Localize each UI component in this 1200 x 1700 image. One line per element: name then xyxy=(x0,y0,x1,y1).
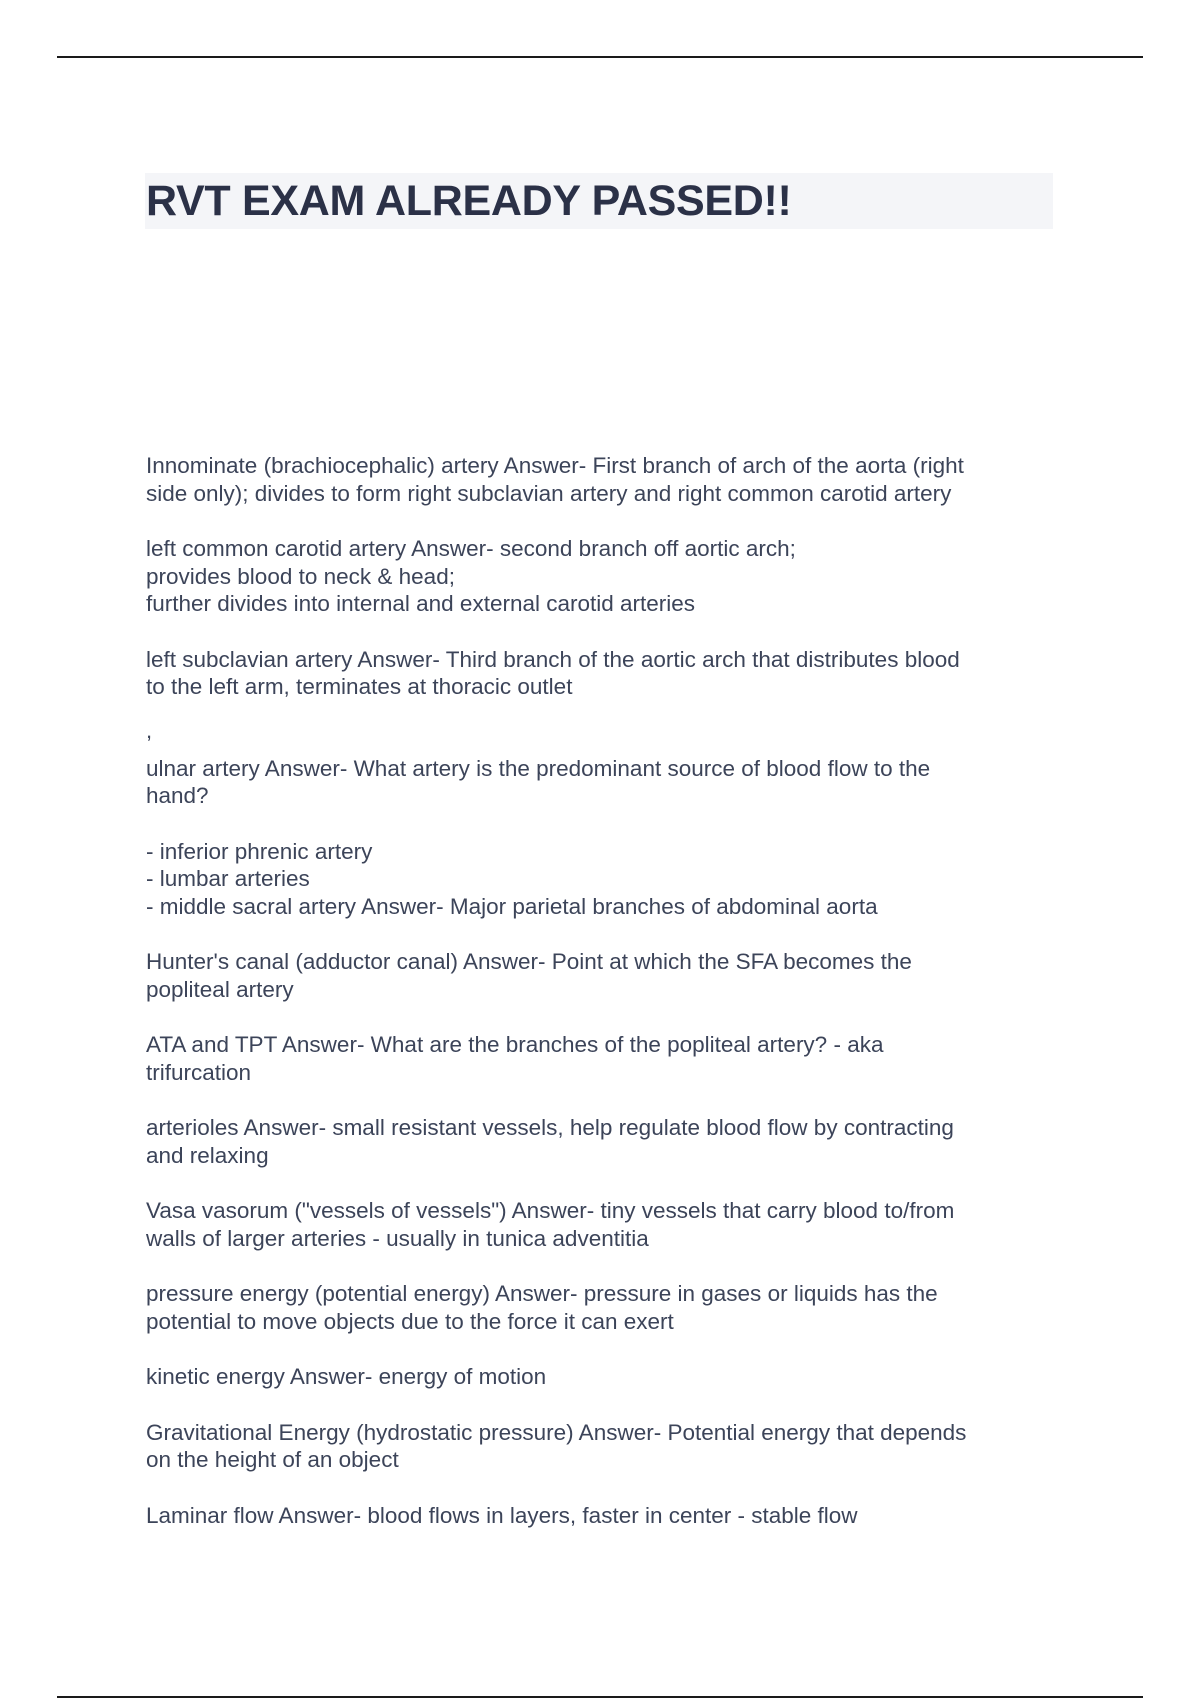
qa-entry xyxy=(146,1031,1046,1086)
qa-list xyxy=(146,452,1046,1557)
stray-mark: , xyxy=(146,717,153,743)
entry-line: to the left arm, terminates at thoracic outlet xyxy=(146,674,573,699)
entry-line: kinetic energy Answer- energy of motion xyxy=(146,1364,547,1389)
qa-entry xyxy=(146,1363,1046,1391)
entry-line: provides blood to neck & head; xyxy=(146,563,455,589)
entry-line: left subclavian artery Answer- Third branch of the aortic arch that distributes blood xyxy=(146,646,960,672)
entry-line: on the height of an object xyxy=(146,1447,399,1472)
entry-line: pressure energy (potential energy) Answer- pressure in gases or liquids has the xyxy=(146,1281,938,1306)
entry-line: - middle sacral artery Answer- Major parietal branches of abdominal aorta xyxy=(146,893,878,919)
entry-line: and relaxing xyxy=(146,1142,269,1168)
entry-line: - lumbar arteries xyxy=(146,866,310,891)
entry-line: ATA and TPT Answer- What are the branches of the popliteal artery? - aka xyxy=(146,1032,884,1057)
qa-entry xyxy=(146,1114,1046,1169)
entry-line: Laminar flow Answer- blood flows in layers, faster in center - stable flow xyxy=(146,1502,858,1528)
entry-line: side only); divides to form right subclavian artery and right common carotid artery xyxy=(146,480,952,506)
qa-entry xyxy=(146,535,1046,618)
qa-entry xyxy=(146,948,1046,1003)
qa-entry xyxy=(146,452,1046,507)
entry-line: left common carotid artery Answer- second branch off aortic arch; xyxy=(146,536,796,561)
entry-line: - inferior phrenic artery xyxy=(146,838,373,864)
qa-entry xyxy=(146,755,1046,810)
entry-line: Innominate (brachiocephalic) artery Answer- First branch of arch of the aorta (right xyxy=(146,453,964,478)
entry-line: arterioles Answer- small resistant vessels, help regulate blood flow by contracting xyxy=(146,1115,954,1140)
bottom-rule xyxy=(57,1696,1143,1698)
entry-line: walls of larger arteries - usually in tunica adventitia xyxy=(146,1225,649,1251)
entry-line: Gravitational Energy (hydrostatic pressure) Answer- Potential energy that depends xyxy=(146,1419,967,1445)
entry-line: ulnar artery Answer- What artery is the predominant source of blood flow to the xyxy=(146,755,931,781)
entry-line: popliteal artery xyxy=(146,976,294,1002)
entry-line: hand? xyxy=(146,783,209,808)
qa-entry xyxy=(146,1197,1046,1252)
entry-line: Vasa vasorum ("vessels of vessels") Answer- tiny vessels that carry blood to/from xyxy=(146,1198,955,1223)
qa-entry xyxy=(146,1280,1046,1335)
entry-line: potential to move objects due to the force it can exert xyxy=(146,1308,674,1334)
page-title: RVT EXAM ALREADY PASSED!! xyxy=(146,177,792,225)
top-rule xyxy=(57,56,1143,58)
entry-line: trifurcation xyxy=(146,1059,252,1085)
qa-entry xyxy=(146,646,1046,701)
qa-entry xyxy=(146,1502,1046,1530)
qa-entry xyxy=(146,838,1046,921)
entry-line: further divides into internal and external carotid arteries xyxy=(146,591,696,616)
qa-entry xyxy=(146,1419,1046,1474)
entry-line: Hunter's canal (adductor canal) Answer- Point at which the SFA becomes the xyxy=(146,949,912,974)
